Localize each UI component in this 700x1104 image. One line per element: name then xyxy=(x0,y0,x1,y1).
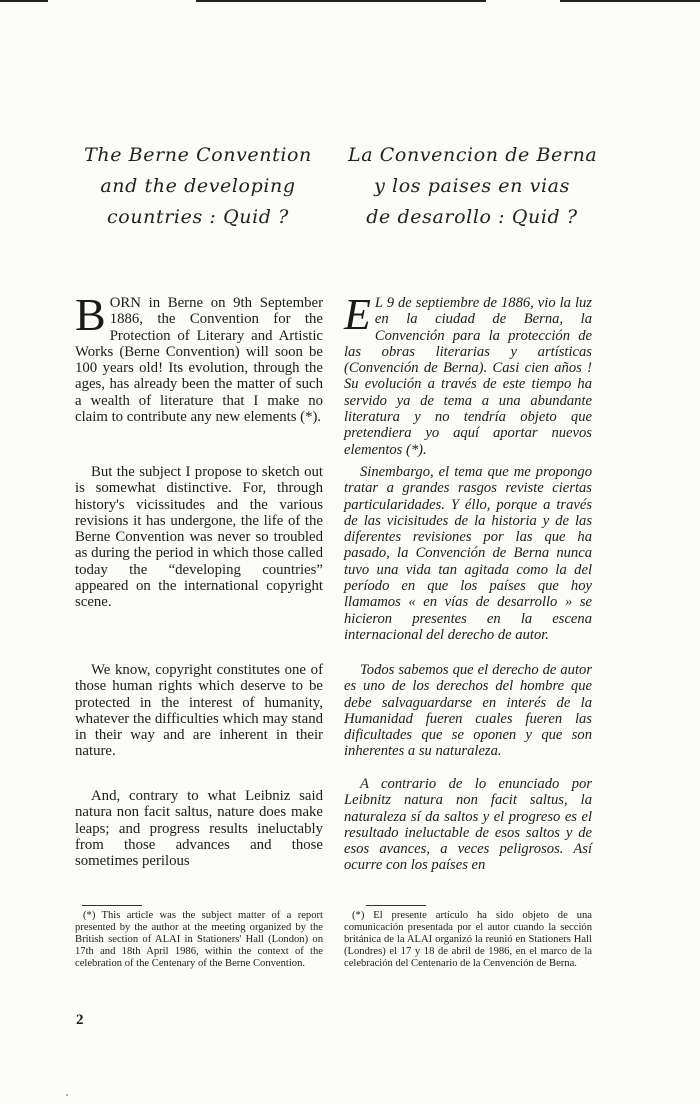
paragraph-3: Todos sabemos que el derecho de autor es uno de los derechos del hombre que debe salvaguardarse en interés de la Humanidad fueren cuales fueren las dificultades que se oponen y que son inherentes a su naturaleza. xyxy=(344,662,592,760)
title-line: The Berne Convention xyxy=(84,144,312,166)
footnote-divider xyxy=(82,905,142,906)
drop-cap: E xyxy=(344,290,371,339)
title-english xyxy=(74,140,322,233)
top-rule-center xyxy=(196,0,486,2)
drop-cap: B xyxy=(75,289,106,340)
title-line: countries : Quid ? xyxy=(107,206,289,228)
footnote-english: (*) This article was the subject matter of a report presented by the author at the meeting organized by the British section of ALAI in Stationers' Hall (London) on 17th and 18th April 1986, within the context of the celebration of the Centenary of the Berne Convention. xyxy=(75,910,323,969)
title-line: La Convencion de Berna xyxy=(348,144,598,166)
title-line: y los paises en vias xyxy=(374,175,570,197)
footnote-spanish: (*) El presente artículo ha sido objeto de una comunicación presentada por el autor cuando la sección británica de la ALAI organizó la reunió en Stationers Hall (Londres) el 17 y 18 de abril de 1986, en el marco de la celebración del Centenario de la Cenvención de Berna. xyxy=(344,910,592,969)
title-line: de desarollo : Quid ? xyxy=(366,206,578,228)
footnote-divider xyxy=(366,905,426,906)
paragraph-text: L 9 de septiembre de 1886, vio la luz en la ciudad de Berna, la Convención para la protección de las obras literarias y artísticas (Convención de Berna). Casi cien años ! Su evolución a través de este tiempo ha servido ya de tema a una abundante literatura y no tendría objeto que pretendiera yo aquí aportar nuevos elementos (*). xyxy=(344,295,592,458)
paragraph-2: Sinembargo, el tema que me propongo tratar a grandes rasgos reviste ciertas particularidades. Y éllo, porque a través de las vicisitudes de la historia y de las diferentes revisiones por las que ha pasado, la Convención de Berna nunca tuvo una vida tan agitada como la del período en que los países que hoy llamamos « en vías de desarrollo » se hicieron presentes en la escena internacional del derecho de autor. xyxy=(344,464,592,643)
paragraph-text: ORN in Berne on 9th September 1886, the Convention for the Protection of Literary and Artistic Works (Berne Convention) will soon be 100 years old! Its evolution, through the ages, has already been the matter of such a wealth of literature that I make no claim to contribute any new elements (*). xyxy=(75,295,323,426)
title-line: and the developing xyxy=(100,175,296,197)
paragraph-4: And, contrary to what Leibniz said natura non facit saltus, nature does make leaps; and progress results ineluctably from those advances and those sometimes perilous xyxy=(75,788,323,870)
page-number: 2 xyxy=(76,1012,84,1028)
paragraph-1 xyxy=(75,289,323,426)
top-rule-left xyxy=(0,0,48,2)
top-rule-right xyxy=(560,0,700,2)
scan-speck xyxy=(66,1094,68,1096)
paragraph-3: We know, copyright constitutes one of those human rights which deserve to be protected in the interest of humanity, whatever the difficulties which may stand in their way and are inherent in their nature. xyxy=(75,662,323,760)
title-spanish xyxy=(348,140,596,233)
paragraph-1 xyxy=(344,290,592,458)
paragraph-2: But the subject I propose to sketch out is somewhat distinctive. For, through history's vicissitudes and the various revisions it has undergone, the life of the Berne Convention was never so troubled as during the period in which those called today the “developing countries” appeared on the international copyright scene. xyxy=(75,464,323,611)
paragraph-4: A contrario de lo enunciado por Leibnitz natura non facit saltus, la naturaleza sí da saltos y el progreso es el resultado ineluctable de esos saltos y de esos avances, a veces peligrosos. Así ocurre con los países en xyxy=(344,776,592,874)
